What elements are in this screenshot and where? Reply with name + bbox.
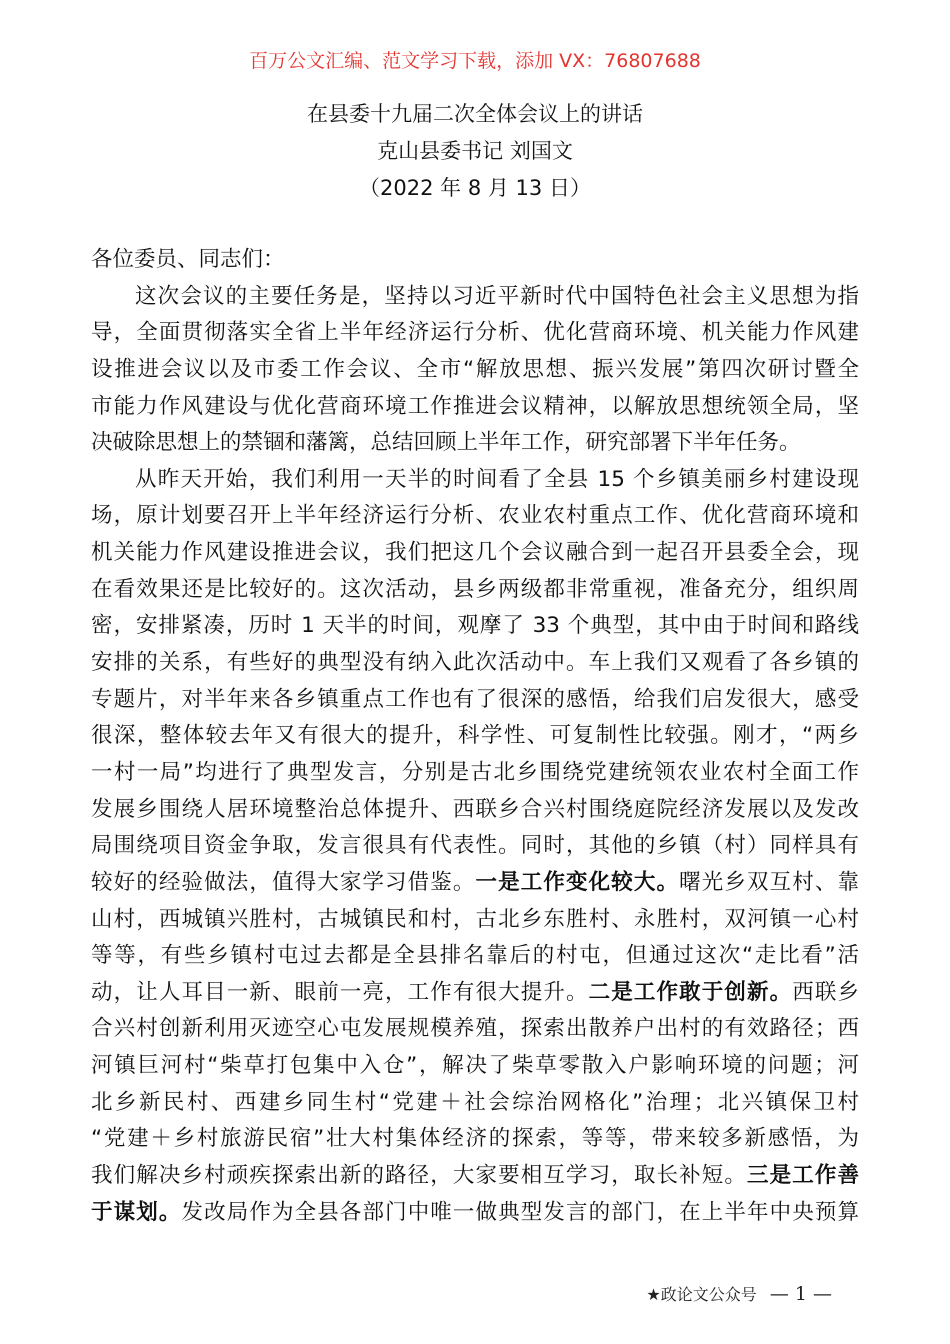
text-line [91, 828, 859, 865]
text-line [91, 535, 859, 572]
text-segment: 机关能力作风建设推进会议，我们把这几个会议融合到一起召开县委全会，现 [91, 540, 859, 566]
text-segment: 我们解决乡村顽疾探索出新的路径，大家要相互学习，取长补短。 [91, 1163, 747, 1189]
document-date: （2022 年 8 月 13 日） [359, 176, 591, 200]
text-line [91, 1085, 859, 1122]
text-segment: 安排的关系，有些好的典型没有纳入此次活动中。车上我们又观看了各乡镇的 [91, 650, 859, 676]
text-line [91, 938, 859, 975]
text-segment: 发展乡围绕人居环境整治总体提升、西联乡合兴村围绕庭院经济发展以及发改 [91, 796, 859, 822]
text-line [91, 1011, 859, 1048]
text-segment: 设推进会议以及市委工作会议、全市“解放思想、振兴发展”第四次研讨暨全 [91, 356, 859, 382]
text-segment: 场，原计划要召开上半年经济运行分析、农业农村重点工作、优化营商环境和 [91, 503, 859, 529]
text-line [91, 975, 859, 1012]
text-segment: 动，让人耳目一新、眼前一亮，工作有很大提升。 [91, 979, 589, 1005]
text-line [91, 865, 859, 902]
text-segment: 从昨天开始，我们利用一天半的时间看了全县 15 个乡镇美丽乡村建设现 [135, 466, 859, 492]
bold-heading-text: 一是工作变化较大。 [475, 869, 680, 895]
document-author: 克山县委书记 刘国文 [377, 139, 573, 163]
text-line [91, 315, 859, 352]
text-segment: 曙光乡双互村、靠 [679, 869, 859, 895]
text-segment: 密，安排紧凑，历时 1 天半的时间，观摩了 33 个典型，其中由于时间和路线 [91, 613, 859, 639]
text-segment: 局围绕项目资金争取，发言很具有代表性。同时，其他的乡镇（村）同样具有 [91, 833, 859, 859]
document-title: 在县委十九届二次全体会议上的讲话 [307, 102, 643, 126]
text-line [91, 645, 859, 682]
text-line [91, 389, 859, 426]
text-line [91, 572, 859, 609]
text-segment: 在看效果还是比较好的。这次活动，县乡两级都非常重视，准备充分，组织周 [91, 576, 859, 602]
text-segment: 这次会议的主要任务是，坚持以习近平新时代中国特色社会主义思想为指 [135, 283, 859, 309]
text-segment: 西联乡 [792, 979, 859, 1005]
watermark-banner: 百万公文汇编、范文学习下载，添加 VX：76807688 [249, 50, 701, 72]
text-line [91, 352, 859, 389]
text-segment: 河镇巨河村“柴草打包集中入仓”，解决了柴草零散入户影响环境的问题；河 [91, 1053, 859, 1079]
paragraph [91, 462, 859, 1231]
bold-heading-text: 二是工作敢于创新。 [588, 979, 793, 1005]
text-line [91, 792, 859, 829]
text-segment: 决破除思想上的禁锢和藩篱，总结回顾上半年工作，研究部署下半年任务。 [91, 430, 801, 456]
text-line [91, 425, 859, 462]
text-line [91, 902, 859, 939]
text-segment: 北乡新民村、西建乡同生村“党建＋社会综治网格化”治理；北兴镇保卫村 [91, 1089, 859, 1115]
text-line [91, 718, 859, 755]
text-line [91, 608, 859, 645]
text-segment: 一村一局”均进行了典型发言，分别是古北乡围绕党建统领农业农村全面工作 [91, 759, 859, 785]
text-line [91, 1195, 859, 1232]
text-segment: 市能力作风建设与优化营商环境工作推进会议精神，以解放思想统领全局，坚 [91, 393, 859, 419]
text-segment: 等等，有些乡镇村屯过去都是全县排名靠后的村屯，但通过这次“走比看”活 [91, 943, 859, 969]
page-footer [646, 1282, 832, 1305]
text-line [91, 498, 859, 535]
text-segment: 专题片，对半年来各乡镇重点工作也有了很深的感悟，给我们启发很大，感受 [91, 686, 859, 712]
text-segment: 导，全面贯彻落实全省上半年经济运行分析、优化营商环境、机关能力作风建 [91, 320, 859, 346]
text-segment: 很深，整体较去年又有很大的提升，科学性、可复制性比较强。刚才，“两乡 [91, 723, 859, 749]
text-line [91, 682, 859, 719]
text-line [91, 462, 859, 499]
bold-heading-text: 于谋划。 [91, 1199, 182, 1225]
footer-source: ★政论文公众号 [646, 1285, 757, 1304]
bold-heading-text: 三是工作善 [747, 1163, 859, 1189]
text-line [91, 1121, 859, 1158]
text-line [91, 1048, 859, 1085]
text-segment: “党建＋乡村旅游民宿”壮大村集体经济的探索，等等，带来较多新感悟，为 [91, 1126, 859, 1152]
paragraph [91, 279, 859, 462]
text-line [91, 755, 859, 792]
text-segment: 发改局作为全县各部门中唯一做典型发言的部门，在上半年中央预算 [181, 1199, 859, 1225]
page-number: — 1 — [769, 1283, 832, 1305]
text-segment: 合兴村创新利用灭迹空心屯发展规模养殖，探索出散养户出村的有效路径；西 [91, 1016, 859, 1042]
text-segment: 山村，西城镇兴胜村，古城镇民和村，古北乡东胜村、永胜村，双河镇一心村 [91, 906, 859, 932]
text-line [91, 279, 859, 316]
text-segment: 较好的经验做法，值得大家学习借鉴。 [91, 869, 476, 895]
greeting: 各位委员、同志们： [91, 247, 285, 272]
document-body [91, 242, 859, 1231]
text-line [91, 1158, 859, 1195]
paragraphs [91, 279, 859, 1232]
